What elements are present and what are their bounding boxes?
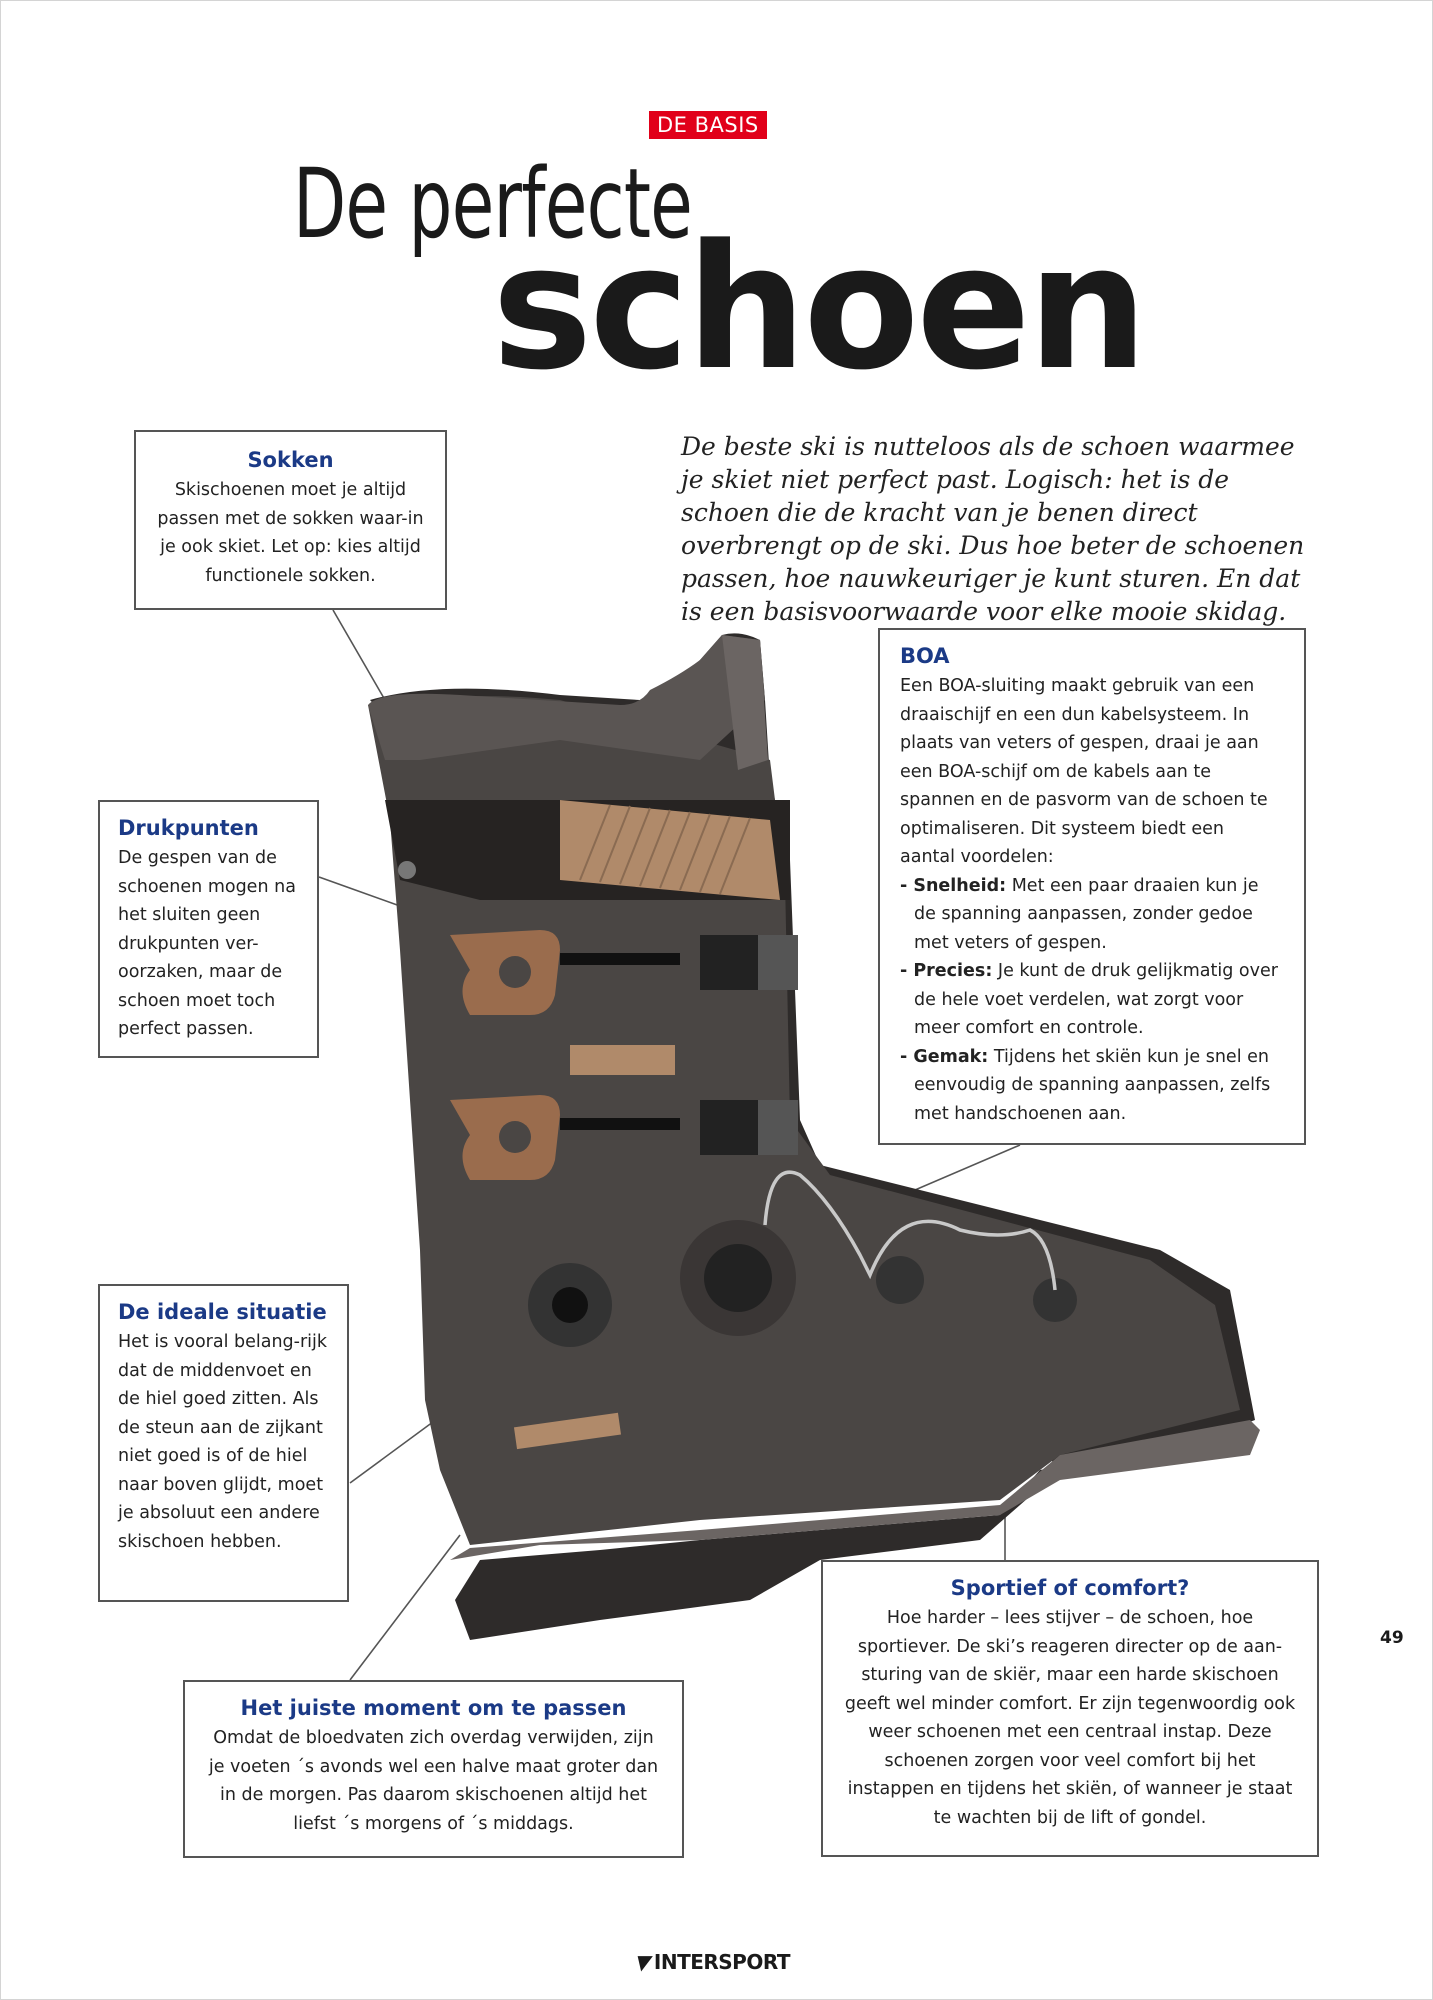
info-box-drukpunten <box>98 800 319 1058</box>
info-box-sportief <box>821 1560 1319 1857</box>
box-title-boa: BOA <box>900 644 950 668</box>
boa-item: - Snelheid: Met een paar draaien kun je de spanning aanpassen, zonder gedoe met veters of gespen. <box>900 875 1259 953</box>
box-title-sokken: Sokken <box>247 448 334 472</box>
leader-line-moment <box>350 1535 460 1680</box>
title-line-2: schoen <box>492 207 1145 408</box>
intro-text: De beste ski is nutteloos als de schoen waarmee je skiet niet perfect past. Logisch: het is de schoen die de kracht van je benen direct overbrengt op de ski. Dus hoe beter de schoenen passen, hoe nauwkeuriger je kunt sturen. En dat is een basisvoorwaarde voor elke mooie skidag. <box>681 432 1305 626</box>
box-title-moment: Het juiste moment om te passen <box>240 1696 627 1720</box>
boa-item: - Gemak: Tijdens het skiën kun je snel en eenvoudig de spanning aanpassen, zelfs met handschoenen aan. <box>900 1046 1271 1124</box>
box-text-ideale: Het is vooral belang-rijk dat de middenvoet en de hiel goed zitten. Als de steun aan de zijkant niet goed is of de hiel naar boven glijdt, moet je absoluut een andere skischoen hebben. <box>118 1332 328 1552</box>
strap-rivet <box>398 861 416 879</box>
info-box-juiste-moment <box>183 1680 684 1858</box>
box-text-drukpunten: De gespen van de schoenen mogen na het sluiten geen drukpunten ver-oorzaken, maar de schoen moet toch perfect passen. <box>118 848 296 1039</box>
bronze-plate <box>570 1045 675 1075</box>
info-box-boa <box>878 628 1306 1145</box>
box-title-ideale: De ideale situatie <box>118 1300 327 1324</box>
box-text-boa: Een BOA-sluiting maakt gebruik van een draaischijf en een dun kabelsysteem. In plaats van veters of gespen, draai je aan een BOA-schijf om de kabels aan te spannen en de pasvorm van de schoen te optimaliseren. Dit systeem biedt een aantal voordelen: <box>900 676 1268 867</box>
box-text-sportief: Hoe harder – lees stijver – de schoen, hoe sportiever. De ski’s reageren directer op de aan-sturing van de skiër, maar een harde skischoen geeft wel minder comfort. Er zijn tegenwoordig ook weer schoenen met een centraal instap. Deze schoenen zorgen voor veel comfort bij het instappen en tijdens het skiën, of wanneer je staat te wachten bij de lift of gondel. <box>844 1608 1296 1828</box>
leader-line-sokken <box>333 610 385 700</box>
box-title-sportief: Sportief of comfort? <box>950 1576 1190 1600</box>
box-text-moment: Omdat de bloedvaten zich overdag verwijden, zijn je voeten ´s avonds wel een halve maat groter dan in de morgen. Pas daarom skischoenen altijd het liefst ´s morgens of ´s middags. <box>208 1728 659 1834</box>
section-tag: DE BASIS <box>649 111 767 139</box>
boa-item: - Precies: Je kunt de druk gelijkmatig over de hele voet verdelen, wat zorgt voor meer comfort en controle. <box>900 961 1278 1038</box>
info-box-ideale-situatie <box>98 1284 349 1602</box>
leader-line-drukpunten <box>319 877 400 906</box>
intersport-logo: ▼INTERSPORT <box>632 1950 790 1974</box>
box-text-sokken: Skischoenen moet je altijd passen met de sokken waar-in je ook skiet. Let op: kies altijd functionele sokken. <box>157 480 424 586</box>
box-title-drukpunten: Drukpunten <box>118 816 259 840</box>
title-line-1: De perfecte <box>293 148 693 260</box>
info-box-sokken <box>134 430 447 610</box>
intersport-mark-icon: ▼ <box>632 1950 655 1974</box>
page-number: 49 <box>1380 1628 1404 1648</box>
boa-advantages-list <box>900 872 1284 1129</box>
